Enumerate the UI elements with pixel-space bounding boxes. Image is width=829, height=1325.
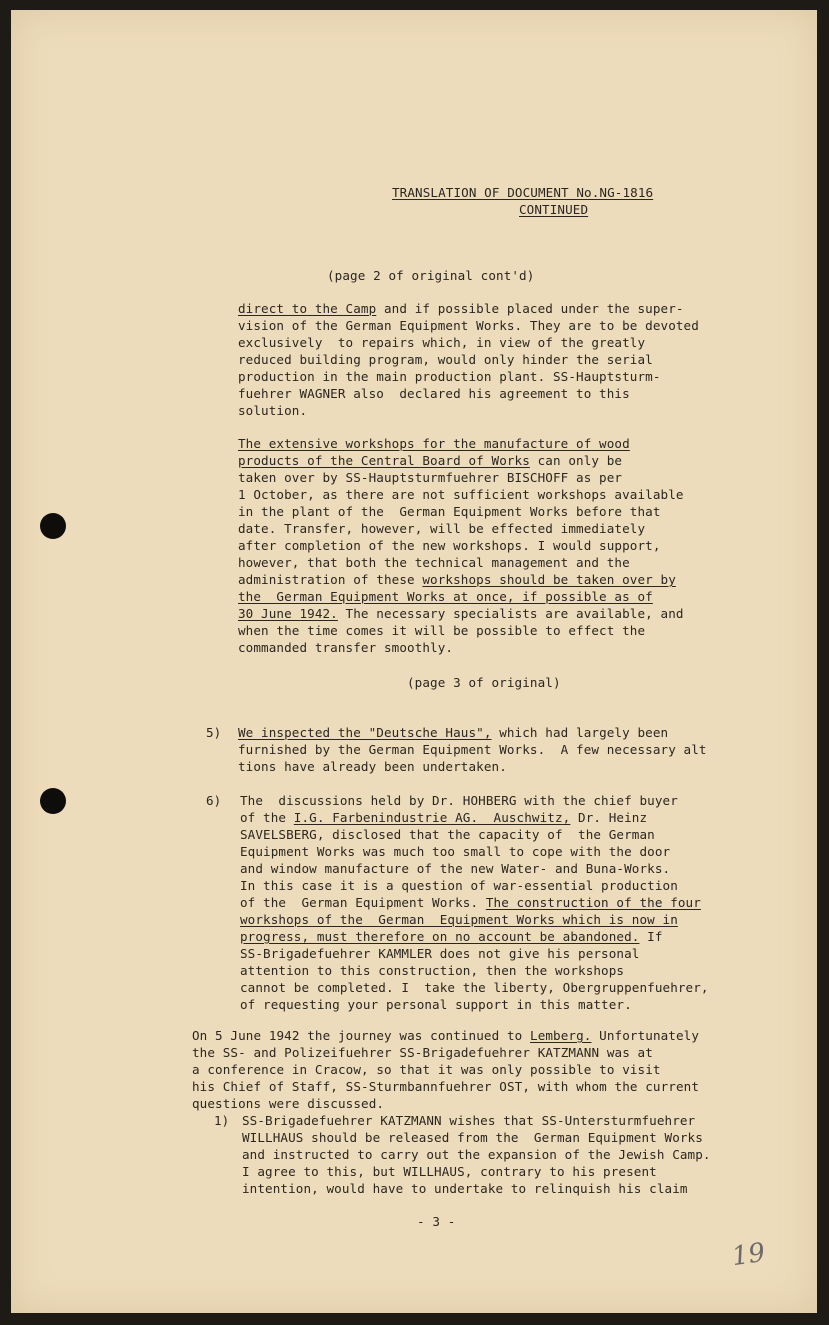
text-line: products of the Central Board of Works xyxy=(238,453,530,468)
text-line: fuehrer WAGNER also declared his agreement to this xyxy=(238,386,630,401)
text-line: can only be xyxy=(529,453,623,468)
text-line: of the xyxy=(240,810,294,825)
text-line: tions have already been undertaken. xyxy=(238,759,507,774)
text-line: a conference in Cracow, so that it was only possible to visit xyxy=(192,1062,661,1077)
text-line: Dr. Heinz xyxy=(570,810,648,825)
punch-hole-top xyxy=(40,513,66,539)
text-line: 30 June 1942. xyxy=(238,606,338,621)
text-line: progress, must therefore on no account be abandoned. xyxy=(240,929,640,944)
header-subtitle: CONTINUED xyxy=(519,202,589,217)
text-line: In this case it is a question of war-essential production xyxy=(240,878,678,893)
document-page xyxy=(11,10,817,1313)
text-line: vision of the German Equipment Works. They are to be devoted xyxy=(238,318,699,333)
page-number: - 3 - xyxy=(417,1214,456,1229)
item-number: 6) xyxy=(206,793,222,808)
text-line: furnished by the German Equipment Works. A few necessary alt xyxy=(238,742,707,757)
text-line: after completion of the new workshops. I would support, xyxy=(238,538,661,553)
text-line: cannot be completed. I take the liberty, Obergruppenfuehrer, xyxy=(240,980,709,995)
text-line: administration of these xyxy=(238,572,423,587)
text-line: production in the main production plant. SS-Hauptsturm- xyxy=(238,369,661,384)
text-line: workshops should be taken over by xyxy=(422,572,676,587)
text-line: solution. xyxy=(238,403,308,418)
text-line: of the German Equipment Works. xyxy=(240,895,486,910)
punch-hole-bottom xyxy=(40,788,66,814)
page-note-mid: (page 3 of original) xyxy=(407,675,561,690)
text-line: attention to this construction, then the workshops xyxy=(240,963,625,978)
text-line: WILLHAUS should be released from the German Equipment Works xyxy=(242,1130,703,1145)
text-line: The extensive workshops for the manufacture of wood xyxy=(238,436,630,451)
text-line: I agree to this, but WILLHAUS, contrary to his present xyxy=(242,1164,657,1179)
text-line: Unfortunately xyxy=(591,1028,700,1043)
text-line: I.G. Farbenindustrie AG. Auschwitz, xyxy=(293,810,571,825)
text-line: intention, would have to undertake to relinquish his claim xyxy=(242,1181,688,1196)
text-line: commanded transfer smoothly. xyxy=(238,640,454,655)
handwritten-page-mark: 19 xyxy=(730,1237,768,1273)
text-line: The necessary specialists are available, and xyxy=(337,606,684,621)
text-line: questions were discussed. xyxy=(192,1096,385,1111)
text-line: and window manufacture of the new Water- and Buna-Works. xyxy=(240,861,671,876)
text-line: reduced building program, would only hinder the serial xyxy=(238,352,653,367)
text-line: Lemberg. xyxy=(530,1028,592,1043)
text-line: exclusively to repairs which, in view of the greatly xyxy=(238,335,646,350)
item-number: 5) xyxy=(206,725,222,740)
text-line: direct to the Camp xyxy=(238,301,377,316)
text-line: when the time comes it will be possible to effect the xyxy=(238,623,646,638)
text-line: If xyxy=(639,929,663,944)
text-line: however, that both the technical management and the xyxy=(238,555,630,570)
text-line: We inspected the "Deutsche Haus", xyxy=(238,725,492,740)
text-line: in the plant of the German Equipment Works before that xyxy=(238,504,661,519)
text-line: On 5 June 1942 the journey was continued to xyxy=(192,1028,531,1043)
text-line: and if possible placed under the super- xyxy=(376,301,684,316)
item-number: 1) xyxy=(214,1113,230,1128)
text-line: the SS- and Polizeifuehrer SS-Brigadefuehrer KATZMANN was at xyxy=(192,1045,653,1060)
text-line: date. Transfer, however, will be effected immediately xyxy=(238,521,646,536)
text-line: 1 October, as there are not sufficient workshops available xyxy=(238,487,684,502)
text-line: taken over by SS-Hauptsturmfuehrer BISCHOFF as per xyxy=(238,470,623,485)
text-line: of requesting your personal support in this matter. xyxy=(240,997,632,1012)
page-note-top: (page 2 of original cont'd) xyxy=(327,268,535,283)
text-line: the German Equipment Works at once, if possible as of xyxy=(238,589,653,604)
text-line: The discussions held by Dr. HOHBERG with the chief buyer xyxy=(240,793,678,808)
header-title: TRANSLATION OF DOCUMENT No.NG-1816 xyxy=(392,185,654,200)
text-line: his Chief of Staff, SS-Sturmbannfuehrer OST, with whom the current xyxy=(192,1079,700,1094)
text-line: The construction of the four xyxy=(485,895,701,910)
text-line: which had largely been xyxy=(491,725,669,740)
text-line: Equipment Works was much too small to cope with the door xyxy=(240,844,671,859)
text-line: SS-Brigadefuehrer KATZMANN wishes that SS-Untersturmfuehrer xyxy=(242,1113,696,1128)
text-line: SAVELSBERG, disclosed that the capacity of the German xyxy=(240,827,655,842)
text-line: and instructed to carry out the expansion of the Jewish Camp. xyxy=(242,1147,711,1162)
text-line: workshops of the German Equipment Works which is now in xyxy=(240,912,678,927)
text-line: SS-Brigadefuehrer KAMMLER does not give his personal xyxy=(240,946,640,961)
